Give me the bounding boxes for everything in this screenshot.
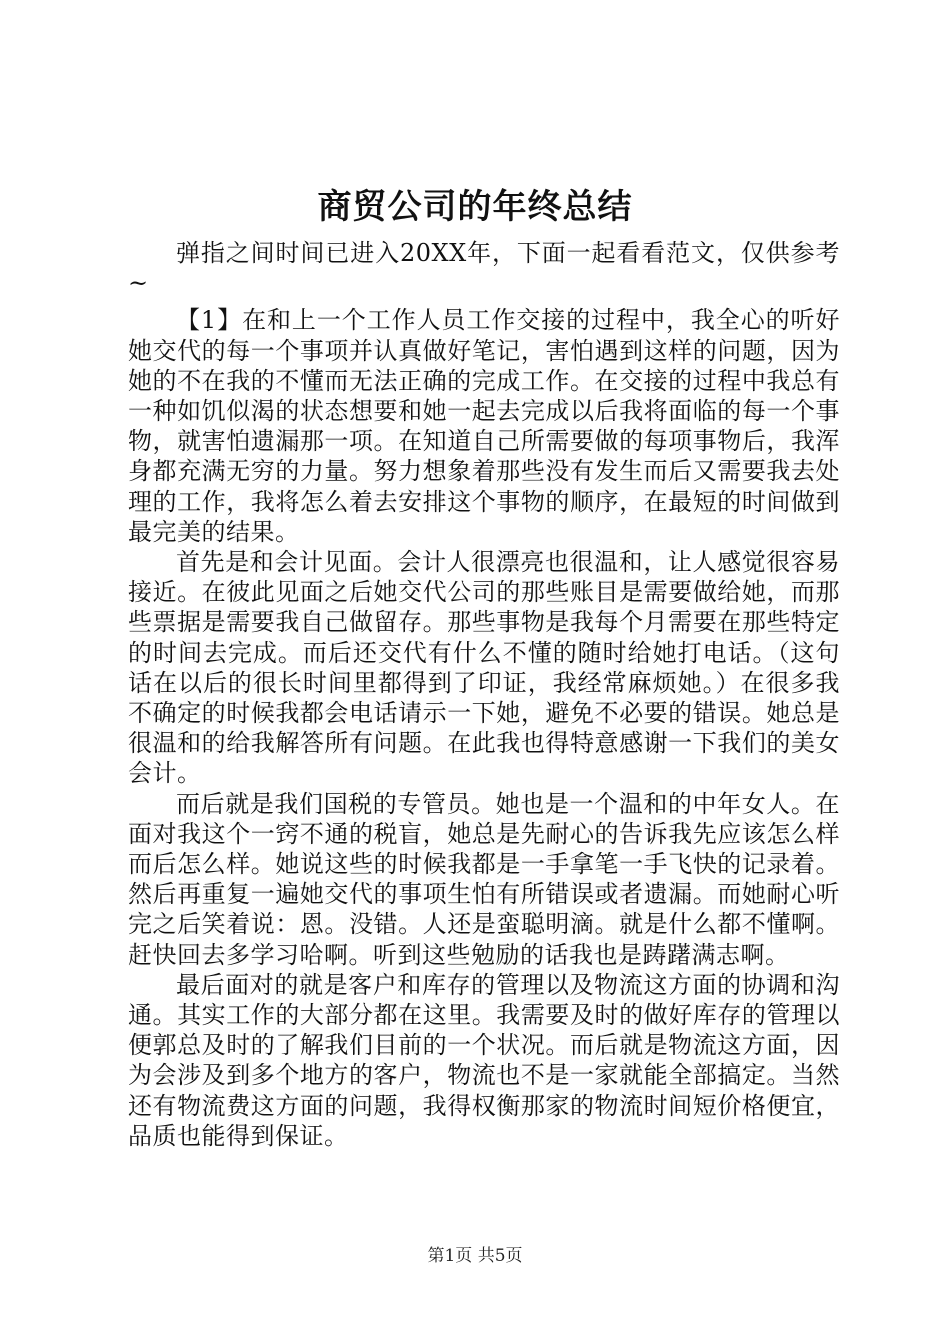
body-paragraph-1: 【1】在和上一个工作人员工作交接的过程中，我全心的听好她交代的每一个事项并认真做好笔记，害怕遇到这样的问题，因为她的不在我的不懂而无法正确的完成工作。在交接的过程中我总有一种如饥似渴的状态想要和她一起去完成以后我将面临的每一个事物，就害怕遗漏那一项。在知道自己所需要做的每项事物后，我浑身都充满无穷的力量。努力想象着那些没有发生而后又需要我去处理的工作，我将怎么着去安排这个事物的顺序，在最短的时间做到最完美的结果。: [128, 306, 840, 546]
document-title: 商贸公司的年终总结: [317, 187, 633, 227]
body-paragraph-4: 最后面对的就是客户和库存的管理以及物流这方面的协调和沟通。其实工作的大部分都在这里。我需要及时的做好库存的管理以便郭总及时的了解我们目前的一个状况。而后就是物流这方面，因为会涉及到多个地方的客户，物流也不是一家就能全部搞定。当然还有物流费这方面的问题，我得权衡那家的物流时间短价格便宜，品质也能得到保证。: [128, 970, 840, 1150]
body-paragraph-3: 而后就是我们国税的专管员。她也是一个温和的中年女人。在面对我这个一窍不通的税盲，她总是先耐心的告诉我先应该怎么样而后怎么样。她说这些的时候我都是一手拿笔一手飞快的记录着。然后再重复一遍她交代的事项生怕有所错误或者遗漏。而她耐心听完之后笑着说：恩。没错。人还是蛮聪明滴。就是什么都不懂啊。赶快回去多学习哈啊。听到这些勉励的话我也是踌躇满志啊。: [128, 789, 840, 969]
body-paragraph-2: 首先是和会计见面。会计人很漂亮也很温和，让人感觉很容易接近。在彼此见面之后她交代公司的那些账目是需要做给她，而那些票据是需要我自己做留存。那些事物是我每个月需要在那些特定的时间去完成。而后还交代有什么不懂的随时给她打电话。（这句话在以后的很长时间里都得到了印证，我经常麻烦她。）在很多我不确定的时候我都会电话请示一下她，避免不必要的错误。她总是很温和的给我解答所有问题。在此我也得特意感谢一下我们的美女会计。: [128, 548, 840, 788]
intro-paragraph: 弹指之间时间已进入20XX年，下面一起看看范文，仅供参考~: [128, 239, 840, 298]
document-body: [128, 238, 840, 1151]
page-number-footer: 第1页 共5页: [427, 1246, 523, 1266]
